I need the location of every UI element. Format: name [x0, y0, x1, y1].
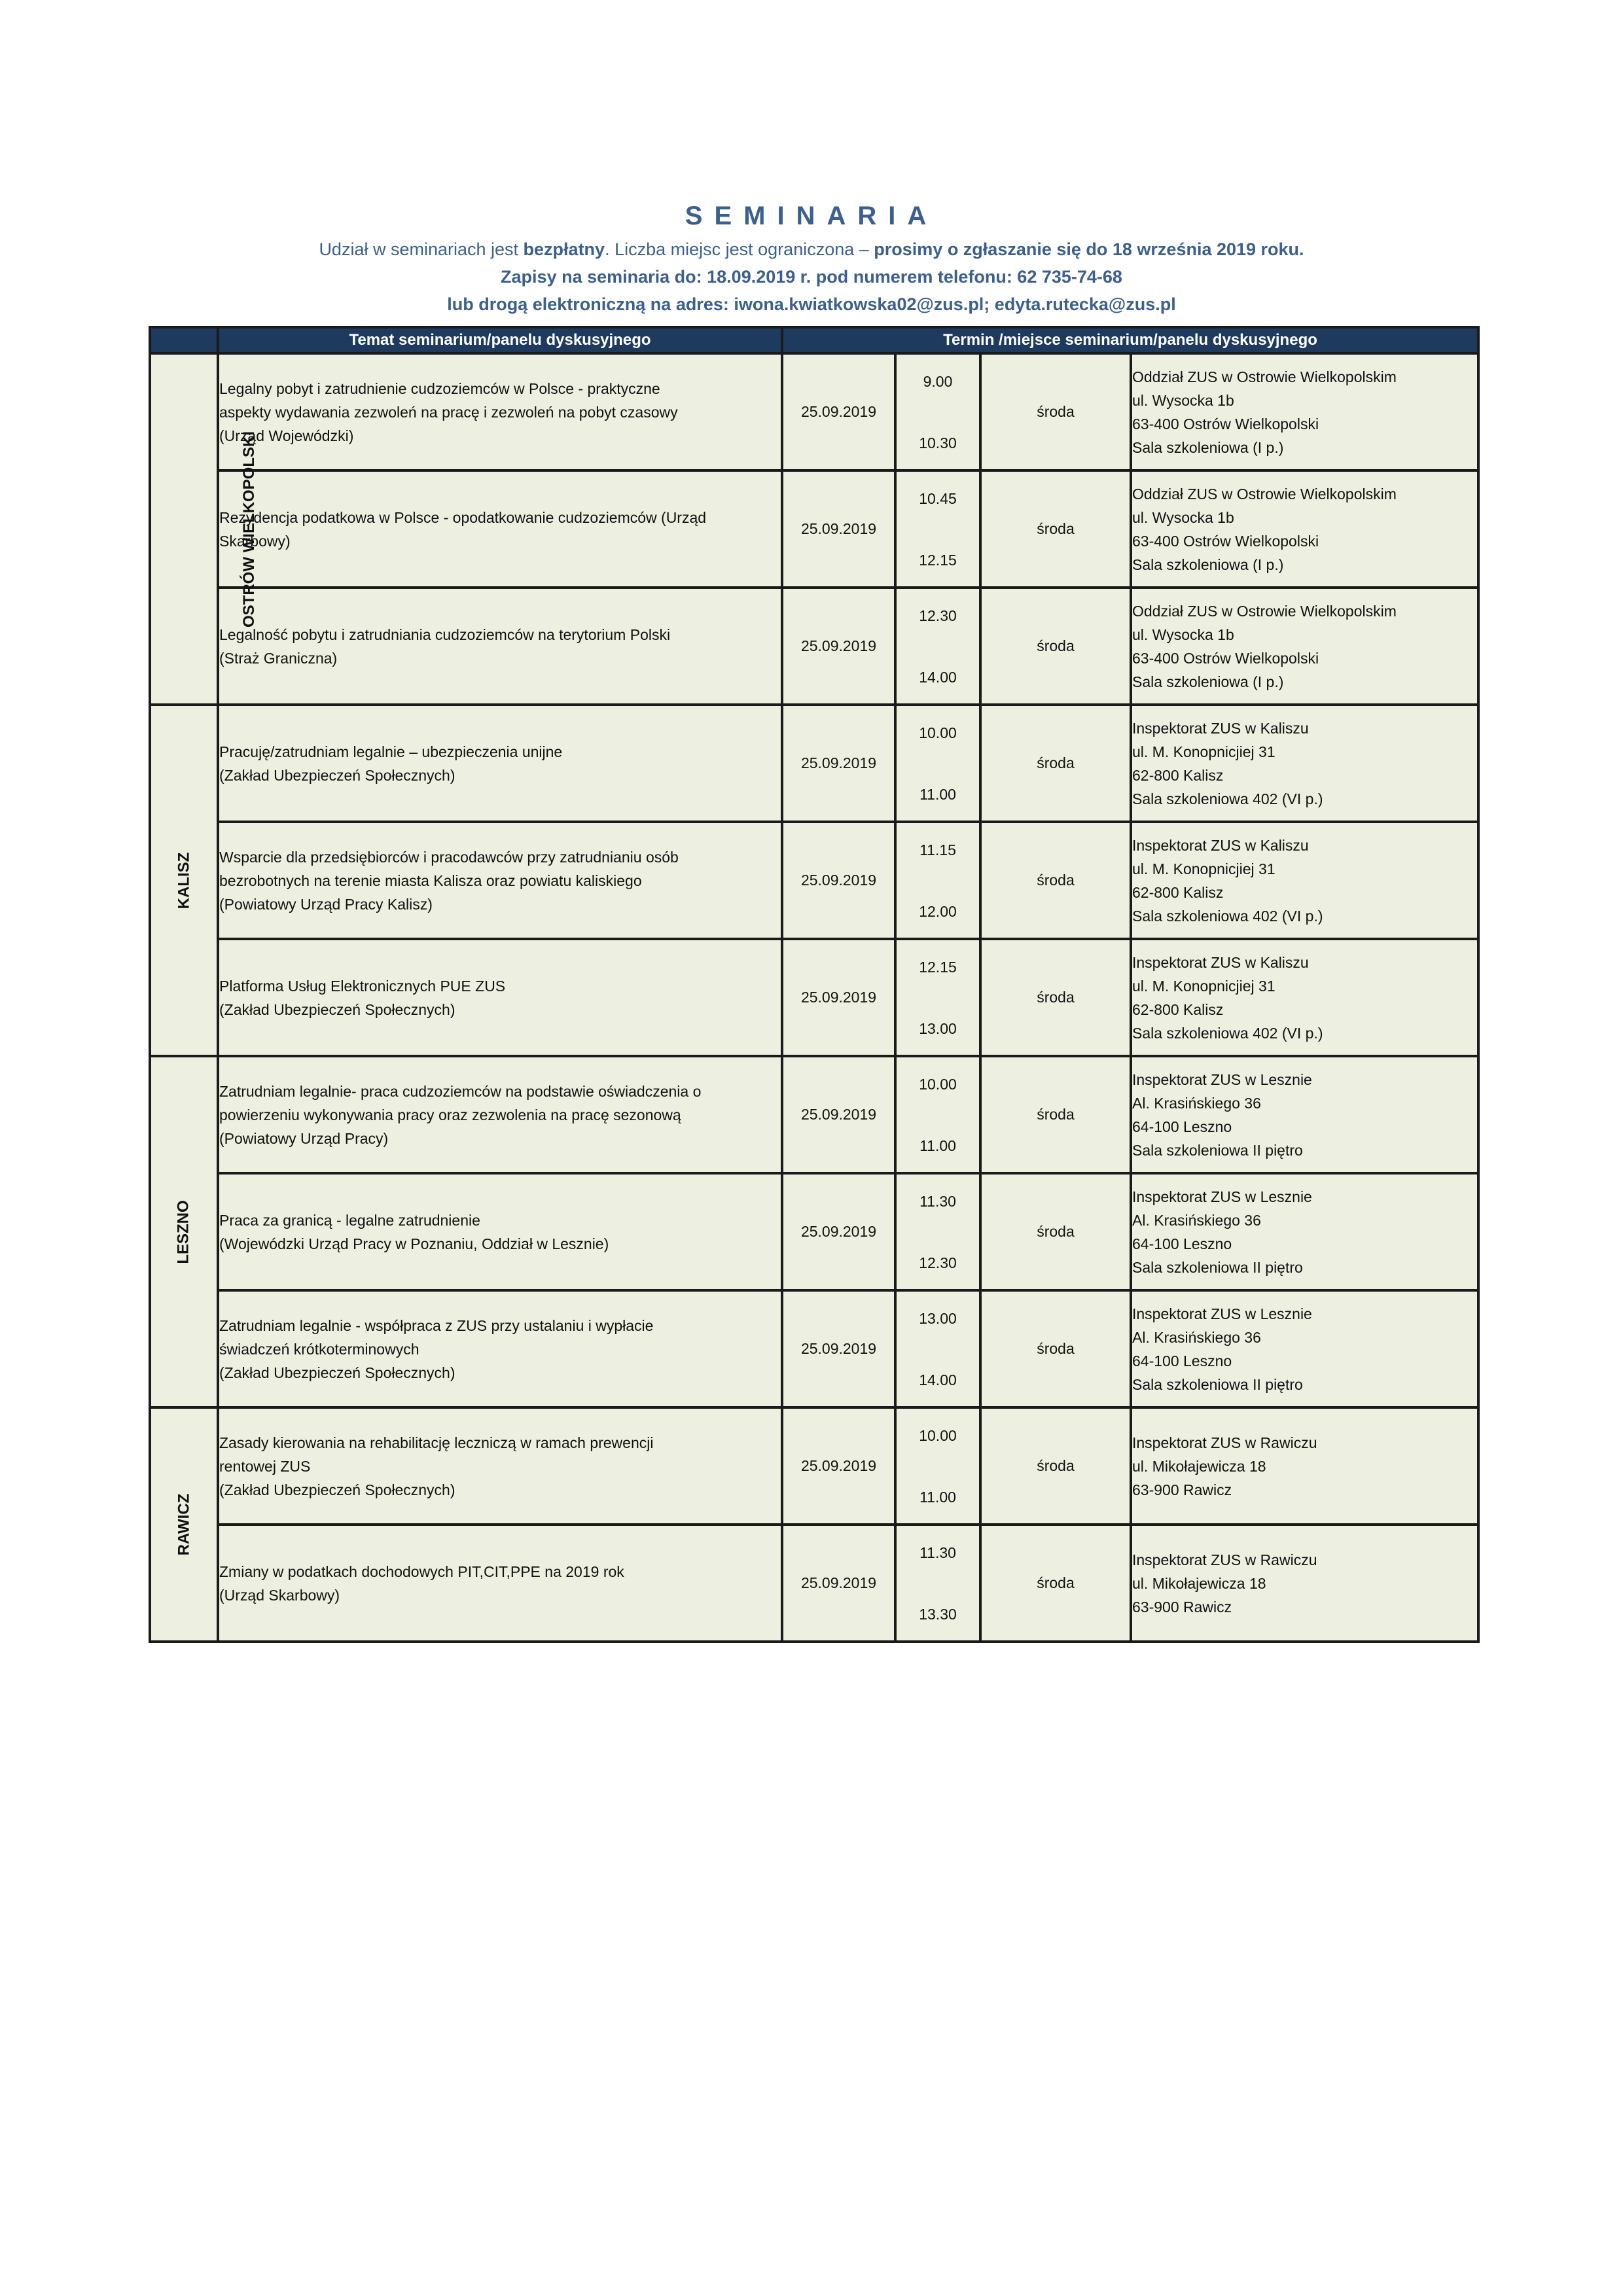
table-row: [150, 1056, 1478, 1173]
weekday-text: środa: [1037, 520, 1075, 537]
weekday-cell: [980, 1056, 1131, 1173]
time-start: 12.15: [919, 958, 957, 976]
place-cell: [1131, 822, 1478, 939]
table-body: [150, 353, 1478, 1642]
weekday-cell: [980, 705, 1131, 822]
time-cell: [895, 939, 980, 1056]
header-region-cell: [150, 327, 218, 353]
place-cell: [1131, 353, 1478, 470]
time-cell: [895, 1056, 980, 1173]
date-text: 25.09.2019: [800, 989, 877, 1006]
topic-cell: [218, 705, 782, 822]
date-cell: [782, 470, 895, 588]
region-cell: [150, 1056, 218, 1407]
place-text: Inspektorat ZUS w Lesznie Al. Krasińskiego 36 64-100 Leszno Sala szkoleniowa II piętro: [1132, 1188, 1312, 1276]
time-end: 13.30: [919, 1605, 957, 1623]
place-text: Oddział ZUS w Ostrowie Wielkopolskim ul. Wysocka 1b 63-400 Ostrów Wielkopolski Sala szkoleniowa (I p.): [1132, 602, 1397, 690]
table-row: [150, 1525, 1478, 1642]
time-end: 14.00: [919, 668, 957, 686]
region-label: KALISZ: [174, 852, 192, 909]
place-text: Inspektorat ZUS w Rawiczu ul. Mikołajewicza 18 63-900 Rawicz: [1132, 1434, 1317, 1498]
table-row: [150, 470, 1478, 588]
topic-text: Wsparcie dla przedsiębiorców i pracodawców przy zatrudnianiu osób bezrobotnych na terenie miasta Kalisza oraz powiatu kaliskiego (Powiatowy Urząd Pracy Kalisz): [219, 848, 679, 913]
place-cell: [1131, 1056, 1478, 1173]
time-cell: [895, 1525, 980, 1642]
date-cell: [782, 1290, 895, 1407]
weekday-text: środa: [1037, 1457, 1075, 1474]
time-end: 12.30: [919, 1254, 957, 1271]
topic-text: Pracuję/zatrudniam legalnie – ubezpieczenia unijne (Zakład Ubezpieczeń Społecznych): [219, 743, 563, 784]
place-text: Inspektorat ZUS w Kaliszu ul. M. Konopnicjiej 31 62-800 Kalisz Sala szkoleniowa 402 (VI p.): [1132, 719, 1323, 807]
table-row: [150, 1173, 1478, 1290]
date-cell: [782, 1173, 895, 1290]
header-term: Termin /miejsce seminarium/panelu dyskusyjnego: [782, 327, 1478, 353]
topic-cell: [218, 1290, 782, 1407]
time-start: 11.15: [919, 841, 956, 858]
topic-text: Platforma Usług Elektronicznych PUE ZUS (Zakład Ubezpieczeń Społecznych): [219, 977, 506, 1018]
info-line-3: [0, 291, 1623, 318]
weekday-text: środa: [1037, 1106, 1075, 1123]
time-cell: [895, 822, 980, 939]
info-line-1d: prosimy o zgłaszanie się do 18 września 2019 roku.: [874, 239, 1304, 259]
region-label: LESZNO: [175, 1199, 192, 1264]
date-text: 25.09.2019: [800, 1457, 877, 1474]
place-text: Inspektorat ZUS w Rawiczu ul. Mikołajewicza 18 63-900 Rawicz: [1132, 1551, 1317, 1616]
topic-text: Praca za granicą - legalne zatrudnienie (Wojewódzki Urząd Pracy w Poznaniu, Oddział w Lesznie): [219, 1211, 609, 1252]
table-row: [150, 705, 1478, 822]
topic-cell: [218, 1056, 782, 1173]
date-cell: [782, 588, 895, 705]
time-start: 10.00: [919, 1426, 957, 1444]
weekday-text: środa: [1037, 989, 1075, 1006]
time-start: 10.00: [919, 1075, 957, 1093]
time-start: 12.30: [919, 607, 957, 624]
topic-text: Zmiany w podatkach dochodowych PIT,CIT,PPE na 2019 rok (Urząd Skarbowy): [219, 1563, 624, 1604]
date-cell: [782, 822, 895, 939]
time-cell: [895, 353, 980, 470]
time-end: 14.00: [919, 1371, 957, 1388]
topic-cell: [218, 822, 782, 939]
topic-text: Rezydencja podatkowa w Polsce - opodatkowanie cudzoziemców (Urząd Skarbowy): [219, 508, 707, 550]
weekday-text: środa: [1037, 1574, 1075, 1591]
time-end: 11.00: [919, 785, 956, 803]
weekday-text: środa: [1037, 1340, 1075, 1357]
place-cell: [1131, 1173, 1478, 1290]
time-start: 11.30: [919, 1192, 956, 1210]
time-start: 10.00: [919, 724, 957, 741]
region-label: RAWICZ: [175, 1493, 192, 1556]
time-end: 12.15: [919, 551, 957, 569]
info-line-2: [0, 263, 1623, 291]
topic-cell: [218, 1525, 782, 1642]
place-cell: [1131, 939, 1478, 1056]
info-line-1c: . Liczba miejsc jest ograniczona –: [605, 239, 874, 259]
topic-cell: [218, 1173, 782, 1290]
topic-text: Zasady kierowania na rehabilitację leczniczą w ramach prewencji rentowej ZUS (Zakład Ubezpieczeń Społecznych): [219, 1434, 654, 1498]
page-title: SEMINARIA: [685, 202, 938, 230]
date-cell: [782, 1056, 895, 1173]
header-topic: Temat seminarium/panelu dyskusyjnego: [218, 327, 782, 353]
date-cell: [782, 939, 895, 1056]
topic-cell: [218, 588, 782, 705]
date-cell: [782, 1525, 895, 1642]
seminar-table: [149, 326, 1480, 1643]
place-cell: [1131, 1290, 1478, 1407]
date-text: 25.09.2019: [800, 1106, 877, 1123]
date-cell: [782, 1407, 895, 1525]
weekday-cell: [980, 1525, 1131, 1642]
weekday-cell: [980, 470, 1131, 588]
info-line-3-text: lub drogą elektroniczną na adres: iwona.kwiatkowska02@zus.pl; edyta.rutecka@zus.pl: [447, 294, 1176, 314]
place-text: Inspektorat ZUS w Kaliszu ul. M. Konopnicjiej 31 62-800 Kalisz Sala szkoleniowa 402 (VI p.): [1132, 836, 1323, 925]
time-start: 11.30: [919, 1544, 956, 1561]
weekday-cell: [980, 1290, 1131, 1407]
place-cell: [1131, 1525, 1478, 1642]
topic-cell: [218, 470, 782, 588]
place-cell: [1131, 705, 1478, 822]
place-cell: [1131, 1407, 1478, 1525]
info-line-1b: bezpłatny: [523, 239, 605, 259]
weekday-cell: [980, 939, 1131, 1056]
place-text: Inspektorat ZUS w Lesznie Al. Krasińskiego 36 64-100 Leszno Sala szkoleniowa II piętro: [1132, 1305, 1312, 1393]
time-cell: [895, 1173, 980, 1290]
date-text: 25.09.2019: [800, 637, 877, 654]
table-row: [150, 939, 1478, 1056]
time-cell: [895, 588, 980, 705]
place-text: Inspektorat ZUS w Kaliszu ul. M. Konopnicjiej 31 62-800 Kalisz Sala szkoleniowa 402 (VI p.): [1132, 953, 1323, 1042]
time-start: 13.00: [919, 1309, 957, 1327]
region-cell: [150, 705, 218, 1056]
place-text: Oddział ZUS w Ostrowie Wielkopolskim ul. Wysocka 1b 63-400 Ostrów Wielkopolski Sala szkoleniowa (I p.): [1132, 368, 1397, 456]
topic-text: Zatrudniam legalnie - współpraca z ZUS przy ustalaniu i wypłacie świadczeń krótkoterminowych (Zakład Ubezpieczeń Społecznych): [219, 1316, 654, 1381]
weekday-text: środa: [1037, 1223, 1075, 1240]
date-text: 25.09.2019: [800, 403, 877, 420]
info-line-1a: Udział w seminariach jest: [319, 239, 524, 259]
topic-text: Legalny pobyt i zatrudnienie cudzoziemców w Polsce - praktyczne aspekty wydawania zezwoleń na pracę i zezwoleń na pobyt czasowy (Urząd Wojewódzki): [219, 380, 678, 444]
topic-cell: [218, 353, 782, 470]
weekday-text: środa: [1037, 403, 1075, 420]
weekday-cell: [980, 353, 1131, 470]
info-line-1: [0, 236, 1623, 263]
time-end: 12.00: [919, 902, 957, 920]
place-cell: [1131, 588, 1478, 705]
topic-cell: [218, 1407, 782, 1525]
time-cell: [895, 1290, 980, 1407]
date-text: 25.09.2019: [800, 1340, 877, 1357]
time-end: 11.00: [919, 1488, 956, 1506]
time-start: 9.00: [923, 372, 953, 390]
region-label: OSTRÓW WIELKOPOLSKI: [240, 431, 258, 627]
weekday-cell: [980, 822, 1131, 939]
topic-cell: [218, 939, 782, 1056]
time-cell: [895, 1407, 980, 1525]
place-text: Inspektorat ZUS w Lesznie Al. Krasińskiego 36 64-100 Leszno Sala szkoleniowa II piętro: [1132, 1070, 1312, 1159]
date-text: 25.09.2019: [800, 1223, 877, 1240]
date-cell: [782, 353, 895, 470]
date-text: 25.09.2019: [800, 872, 877, 889]
weekday-text: środa: [1037, 872, 1075, 889]
topic-text: Zatrudniam legalnie- praca cudzoziemców na podstawie oświadczenia o powierzeniu wykonywania pracy oraz zezwolenia na pracę sezonową (Powiatowy Urząd Pracy): [219, 1082, 702, 1147]
time-end: 11.00: [919, 1137, 956, 1154]
info-line-2-text: Zapisy na seminaria do: 18.09.2019 r. pod numerem telefonu: 62 735-74-68: [501, 267, 1122, 287]
time-start: 10.45: [919, 489, 957, 507]
table-header-row: [150, 327, 1478, 353]
topic-text: Legalność pobytu i zatrudniania cudzoziemców na terytorium Polski (Straż Graniczna): [219, 626, 671, 667]
date-cell: [782, 705, 895, 822]
table-row: [150, 822, 1478, 939]
weekday-text: środa: [1037, 754, 1075, 771]
time-end: 13.00: [919, 1019, 957, 1037]
date-text: 25.09.2019: [800, 1574, 877, 1591]
time-cell: [895, 470, 980, 588]
place-cell: [1131, 470, 1478, 588]
time-end: 10.30: [919, 434, 957, 451]
date-text: 25.09.2019: [800, 520, 877, 537]
weekday-cell: [980, 1173, 1131, 1290]
place-text: Oddział ZUS w Ostrowie Wielkopolskim ul. Wysocka 1b 63-400 Ostrów Wielkopolski Sala szkoleniowa (I p.): [1132, 485, 1397, 573]
weekday-cell: [980, 1407, 1131, 1525]
page-header: [0, 196, 1623, 318]
table-row: [150, 1290, 1478, 1407]
time-cell: [895, 705, 980, 822]
table-row: [150, 588, 1478, 705]
table-row: [150, 353, 1478, 470]
table-row: [150, 1407, 1478, 1525]
weekday-text: środa: [1037, 637, 1075, 654]
region-cell: [150, 353, 258, 705]
date-text: 25.09.2019: [800, 754, 877, 771]
weekday-cell: [980, 588, 1131, 705]
region-cell: [150, 1407, 218, 1642]
